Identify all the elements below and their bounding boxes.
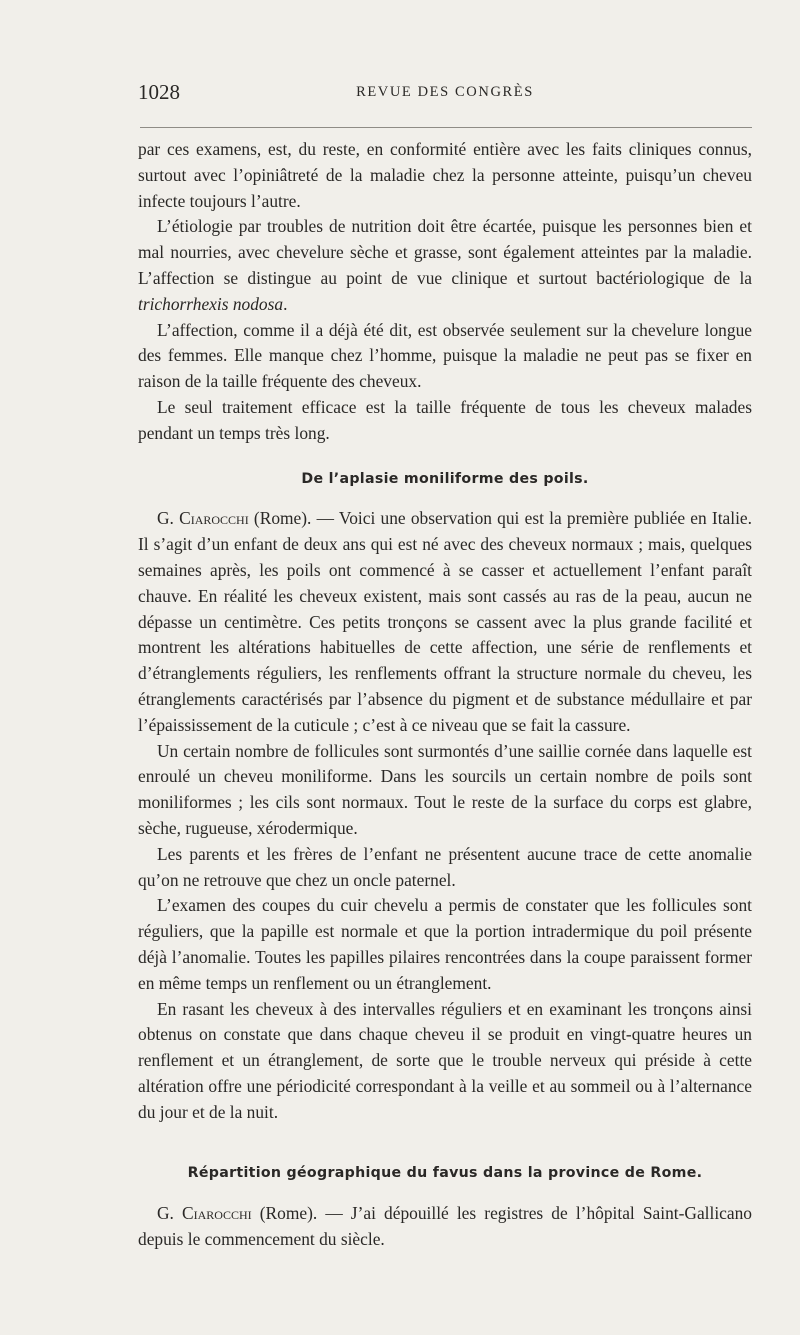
running-head <box>138 80 752 110</box>
paragraph <box>138 506 752 738</box>
section-heading: De l’aplasie moniliforme des poils. <box>301 470 589 487</box>
paragraph: par ces examens, est, du reste, en conformité entière avec les faits cliniques connus, surtout avec l’opiniâtreté de la maladie chez la personne atteinte, puisqu’un cheveu infecte toujours l’autre. <box>138 139 752 211</box>
paragraph-text: . <box>283 293 288 314</box>
paragraph <box>138 1201 752 1253</box>
section-heading: Répartition géographique du favus dans la province de Rome. <box>187 1165 703 1182</box>
paragraph: L’affection, comme il a déjà été dit, est observée seulement sur la chevelure longue des femmes. Elle manque chez l’homme, puisque la maladie ne peut pas se fixer en raison de la taille fréquente des cheveux. <box>138 319 752 392</box>
paragraph: Un certain nombre de follicules sont surmontés d’une saillie cornée dans laquelle est enroulé un cheveu moniliforme. Dans les sourcils un certain nombre de poils sont moniliformes ; les cils sont normaux. Tout le reste de la surface du corps est glabre, sèche, rugueuse, xérodermique. <box>138 740 752 838</box>
italic-term: trichorrhexis nodosa <box>138 293 284 314</box>
paragraph: L’examen des coupes du cuir chevelu a permis de constater que les follicules sont réguliers, que la papille est normale et que la portion intradermique du poil présente déjà l’anomalie. Toutes les papilles pilaires rencontrées dans la coupe paraissent former en même temps un renflement ou un étranglement. <box>138 895 752 993</box>
paragraph: Les parents et les frères de l’enfant ne présentent aucune trace de cette anomalie qu’on ne retrouve que chez un oncle paternel. <box>138 843 752 890</box>
header-rule <box>140 127 752 128</box>
paragraph: Le seul traitement efficace est la taille fréquente de tous les cheveux malades pendant un temps très long. <box>138 396 752 443</box>
page-number: 1028 <box>138 80 180 104</box>
author-name: G. Ciarocchi <box>157 1203 252 1224</box>
paragraph <box>138 214 752 317</box>
paragraph-text: (Rome). — Voici une observation qui est la première publiée en Italie. Il s’agit d’un enfant de deux ans qui est né avec des cheveux normaux ; mais, quelques semaines après, les poils ont commencé à se casser et actuellement l’enfant paraît chauve. En réalité les cheveux existent, mais sont cassés au ras de la peau, aucun ne dépasse un centimètre. Ces petits tronçons se cassent avec la plus grande facilité et montrent les altérations habituelles de cette affection, une série de renflements et d’étranglements réguliers, les renflements offrant la structure normale du cheveu, les étranglements caractérisés par l’absence du pigment et de substance médullaire et par l’épaississement de la cuticule ; c’est à ce niveau que se fait la cassure. <box>138 508 752 735</box>
paragraph-text: L’étiologie par troubles de nutrition doit être écartée, puisque les personnes bien et mal nourries, avec chevelure sèche et grasse, sont également atteintes par la maladie. L’affection se distingue au point de vue clinique et surtout bactériologique de la <box>138 216 752 288</box>
journal-title: REVUE DES CONGRÈS <box>356 84 534 100</box>
paragraph: En rasant les cheveux à des intervalles réguliers et en examinant les tronçons ainsi obtenus on constate que dans chaque cheveu il se produit en vingt-quatre heures un renflement et un étranglement, de sorte que le trouble nerveux qui préside à cette altération offre une périodicité correspondant à la veille et au sommeil ou à l’alternance du jour et de la nuit. <box>138 998 752 1122</box>
paragraph-text: (Rome). — J’ai dépouillé les registres de l’hôpital Saint-Gallicano depuis le commencement du siècle. <box>138 1203 752 1250</box>
author-name: G. Ciarocchi <box>157 508 249 529</box>
body-text <box>138 137 752 1253</box>
